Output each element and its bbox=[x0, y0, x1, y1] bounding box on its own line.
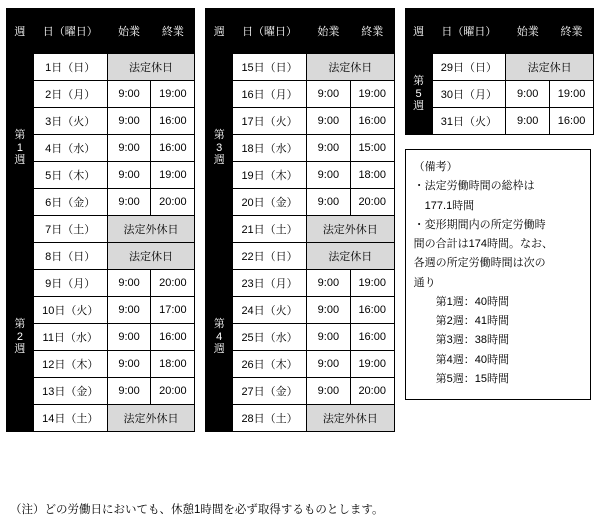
table-row bbox=[7, 162, 195, 189]
end-time-cell: 20:00 bbox=[350, 378, 394, 405]
day-cell: 22日（日） bbox=[233, 243, 307, 270]
day-cell: 31日（火） bbox=[432, 108, 506, 135]
day-cell: 7日（土） bbox=[33, 216, 107, 243]
week-label-part: 4 bbox=[216, 330, 223, 343]
day-cell: 3日（火） bbox=[33, 108, 107, 135]
end-time-cell: 20:00 bbox=[151, 378, 195, 405]
start-time-cell: 9:00 bbox=[306, 324, 350, 351]
end-time-cell: 16:00 bbox=[350, 297, 394, 324]
header-week: 週 bbox=[7, 9, 34, 54]
table-row bbox=[7, 324, 195, 351]
week-label-cell bbox=[7, 54, 34, 243]
day-cell: 2日（月） bbox=[33, 81, 107, 108]
start-time-cell: 9:00 bbox=[506, 81, 550, 108]
holiday-cell: 法定休日 bbox=[306, 243, 394, 270]
header-end: 終業 bbox=[550, 9, 594, 54]
day-cell: 17日（火） bbox=[233, 108, 307, 135]
week-label-part: 週 bbox=[413, 100, 425, 113]
table-row bbox=[7, 216, 195, 243]
week-label-cell bbox=[206, 243, 233, 432]
table-row bbox=[206, 270, 394, 297]
end-time-cell: 18:00 bbox=[151, 351, 195, 378]
table-row bbox=[206, 405, 394, 432]
end-time-cell: 19:00 bbox=[350, 270, 394, 297]
week-label-part: 5 bbox=[415, 87, 422, 100]
end-time-cell: 15:00 bbox=[350, 135, 394, 162]
day-cell: 28日（土） bbox=[233, 405, 307, 432]
day-cell: 11日（水） bbox=[33, 324, 107, 351]
table-row bbox=[7, 351, 195, 378]
table-row bbox=[206, 189, 394, 216]
header-start: 始業 bbox=[506, 9, 550, 54]
schedule-table-2 bbox=[205, 8, 394, 432]
remarks-line: 通り bbox=[413, 276, 436, 289]
table-header-row bbox=[206, 9, 394, 54]
start-time-cell: 9:00 bbox=[107, 351, 151, 378]
day-cell: 1日（日） bbox=[33, 54, 107, 81]
remarks-line: 177.1時間 bbox=[424, 199, 475, 212]
remarks-line: 間の合計は174時間。なお、 bbox=[413, 238, 554, 250]
table-row bbox=[206, 162, 394, 189]
table-row bbox=[405, 108, 593, 135]
day-cell: 19日（木） bbox=[233, 162, 307, 189]
table-row bbox=[206, 324, 394, 351]
table-row bbox=[7, 378, 195, 405]
start-time-cell: 9:00 bbox=[107, 162, 151, 189]
end-time-cell: 17:00 bbox=[151, 297, 195, 324]
start-time-cell: 9:00 bbox=[306, 189, 350, 216]
table-row bbox=[7, 81, 195, 108]
remarks-line: 第1週：40時間 bbox=[435, 295, 510, 308]
table-row bbox=[206, 108, 394, 135]
holiday-cell: 法定休日 bbox=[107, 243, 195, 270]
day-cell: 25日（水） bbox=[233, 324, 307, 351]
footnote: （注）どの労働日においても、休憩1時間を必ず取得するものとします。 bbox=[10, 504, 384, 516]
day-cell: 9日（月） bbox=[33, 270, 107, 297]
start-time-cell: 9:00 bbox=[107, 81, 151, 108]
start-time-cell: 9:00 bbox=[306, 135, 350, 162]
week-label-part: 1 bbox=[16, 141, 23, 154]
start-time-cell: 9:00 bbox=[107, 324, 151, 351]
end-time-cell: 18:00 bbox=[350, 162, 394, 189]
remarks-box bbox=[405, 149, 591, 400]
table-row bbox=[405, 81, 593, 108]
week-label-part: 第 bbox=[413, 75, 425, 88]
week-label-part: 2 bbox=[16, 330, 23, 343]
day-cell: 6日（金） bbox=[33, 189, 107, 216]
day-cell: 4日（水） bbox=[33, 135, 107, 162]
start-time-cell: 9:00 bbox=[306, 270, 350, 297]
end-time-cell: 20:00 bbox=[151, 270, 195, 297]
week-label-part: 第 bbox=[14, 129, 26, 142]
end-time-cell: 16:00 bbox=[350, 324, 394, 351]
header-day: 日（曜日） bbox=[33, 9, 107, 54]
end-time-cell: 19:00 bbox=[350, 81, 394, 108]
header-end: 終業 bbox=[350, 9, 394, 54]
day-cell: 30日（月） bbox=[432, 81, 506, 108]
day-cell: 26日（木） bbox=[233, 351, 307, 378]
day-cell: 23日（月） bbox=[233, 270, 307, 297]
remarks-line: ・変形期間内の所定労働時 bbox=[413, 218, 546, 231]
week-label-part: 第 bbox=[213, 318, 225, 331]
schedule-table-1 bbox=[6, 8, 195, 432]
week-label-part: 第 bbox=[213, 129, 225, 142]
table-row bbox=[206, 351, 394, 378]
header-start: 始業 bbox=[107, 9, 151, 54]
table-row bbox=[206, 54, 394, 81]
day-cell: 10日（火） bbox=[33, 297, 107, 324]
remarks-line: 第4週：40時間 bbox=[435, 353, 510, 366]
table-row bbox=[405, 54, 593, 81]
end-time-cell: 20:00 bbox=[151, 189, 195, 216]
week-label-part: 週 bbox=[213, 154, 225, 167]
remarks-title: （備考） bbox=[413, 161, 458, 173]
end-time-cell: 16:00 bbox=[350, 108, 394, 135]
header-end: 終業 bbox=[151, 9, 195, 54]
start-time-cell: 9:00 bbox=[306, 351, 350, 378]
header-week: 週 bbox=[206, 9, 233, 54]
schedule-column-3 bbox=[405, 8, 594, 400]
table-row bbox=[206, 216, 394, 243]
week-label-part: 週 bbox=[213, 343, 225, 356]
end-time-cell: 16:00 bbox=[151, 135, 195, 162]
end-time-cell: 16:00 bbox=[151, 324, 195, 351]
table-body-2 bbox=[206, 54, 394, 432]
day-cell: 16日（月） bbox=[233, 81, 307, 108]
holiday-cell: 法定休日 bbox=[506, 54, 594, 81]
schedule-columns bbox=[6, 8, 594, 432]
holiday-cell: 法定外休日 bbox=[306, 405, 394, 432]
schedule-table-3 bbox=[405, 8, 594, 135]
table-row bbox=[7, 54, 195, 81]
start-time-cell: 9:00 bbox=[306, 378, 350, 405]
header-day: 日（曜日） bbox=[432, 9, 506, 54]
table-body-3 bbox=[405, 54, 593, 135]
remarks-line: ・法定労働時間の総枠は bbox=[413, 180, 535, 193]
table-row bbox=[206, 297, 394, 324]
start-time-cell: 9:00 bbox=[306, 108, 350, 135]
start-time-cell: 9:00 bbox=[107, 378, 151, 405]
table-body-1 bbox=[7, 54, 195, 432]
day-cell: 18日（水） bbox=[233, 135, 307, 162]
table-row bbox=[206, 81, 394, 108]
start-time-cell: 9:00 bbox=[306, 297, 350, 324]
start-time-cell: 9:00 bbox=[306, 162, 350, 189]
week-label-part: 週 bbox=[14, 343, 26, 356]
week-label-cell bbox=[206, 54, 233, 243]
header-start: 始業 bbox=[306, 9, 350, 54]
week-label-cell bbox=[7, 243, 34, 432]
table-row bbox=[206, 378, 394, 405]
holiday-cell: 法定外休日 bbox=[306, 216, 394, 243]
table-row bbox=[7, 108, 195, 135]
table-header-row bbox=[405, 9, 593, 54]
table-row bbox=[7, 135, 195, 162]
holiday-cell: 法定休日 bbox=[306, 54, 394, 81]
remarks-line: 第3週：38時間 bbox=[435, 334, 510, 347]
day-cell: 27日（金） bbox=[233, 378, 307, 405]
day-cell: 24日（火） bbox=[233, 297, 307, 324]
end-time-cell: 16:00 bbox=[550, 108, 594, 135]
start-time-cell: 9:00 bbox=[107, 297, 151, 324]
week-label-part: 第 bbox=[14, 318, 26, 331]
end-time-cell: 20:00 bbox=[350, 189, 394, 216]
day-cell: 13日（金） bbox=[33, 378, 107, 405]
week-label-cell bbox=[405, 54, 432, 135]
week-label-part: 3 bbox=[216, 141, 223, 154]
schedule-column-1 bbox=[6, 8, 195, 432]
day-cell: 20日（金） bbox=[233, 189, 307, 216]
start-time-cell: 9:00 bbox=[107, 189, 151, 216]
start-time-cell: 9:00 bbox=[306, 81, 350, 108]
start-time-cell: 9:00 bbox=[107, 135, 151, 162]
day-cell: 15日（日） bbox=[233, 54, 307, 81]
day-cell: 29日（日） bbox=[432, 54, 506, 81]
header-day: 日（曜日） bbox=[233, 9, 307, 54]
remarks-line: 各週の所定労働時間は次の bbox=[413, 257, 546, 270]
table-row bbox=[7, 405, 195, 432]
table-row bbox=[7, 270, 195, 297]
schedule-column-2 bbox=[205, 8, 394, 432]
table-row bbox=[7, 297, 195, 324]
table-row bbox=[206, 243, 394, 270]
start-time-cell: 9:00 bbox=[107, 270, 151, 297]
remarks-line: 第5週：15時間 bbox=[435, 372, 510, 385]
day-cell: 5日（木） bbox=[33, 162, 107, 189]
table-row bbox=[206, 135, 394, 162]
holiday-cell: 法定外休日 bbox=[107, 216, 195, 243]
table-header-row bbox=[7, 9, 195, 54]
day-cell: 8日（日） bbox=[33, 243, 107, 270]
header-week: 週 bbox=[405, 9, 432, 54]
end-time-cell: 19:00 bbox=[550, 81, 594, 108]
end-time-cell: 16:00 bbox=[151, 108, 195, 135]
start-time-cell: 9:00 bbox=[107, 108, 151, 135]
day-cell: 14日（土） bbox=[33, 405, 107, 432]
table-row bbox=[7, 243, 195, 270]
remarks-line: 第2週：41時間 bbox=[435, 315, 510, 327]
day-cell: 21日（土） bbox=[233, 216, 307, 243]
end-time-cell: 19:00 bbox=[151, 162, 195, 189]
end-time-cell: 19:00 bbox=[350, 351, 394, 378]
week-label-part: 週 bbox=[14, 154, 26, 167]
start-time-cell: 9:00 bbox=[506, 108, 550, 135]
holiday-cell: 法定外休日 bbox=[107, 405, 195, 432]
end-time-cell: 19:00 bbox=[151, 81, 195, 108]
holiday-cell: 法定休日 bbox=[107, 54, 195, 81]
table-row bbox=[7, 189, 195, 216]
day-cell: 12日（木） bbox=[33, 351, 107, 378]
